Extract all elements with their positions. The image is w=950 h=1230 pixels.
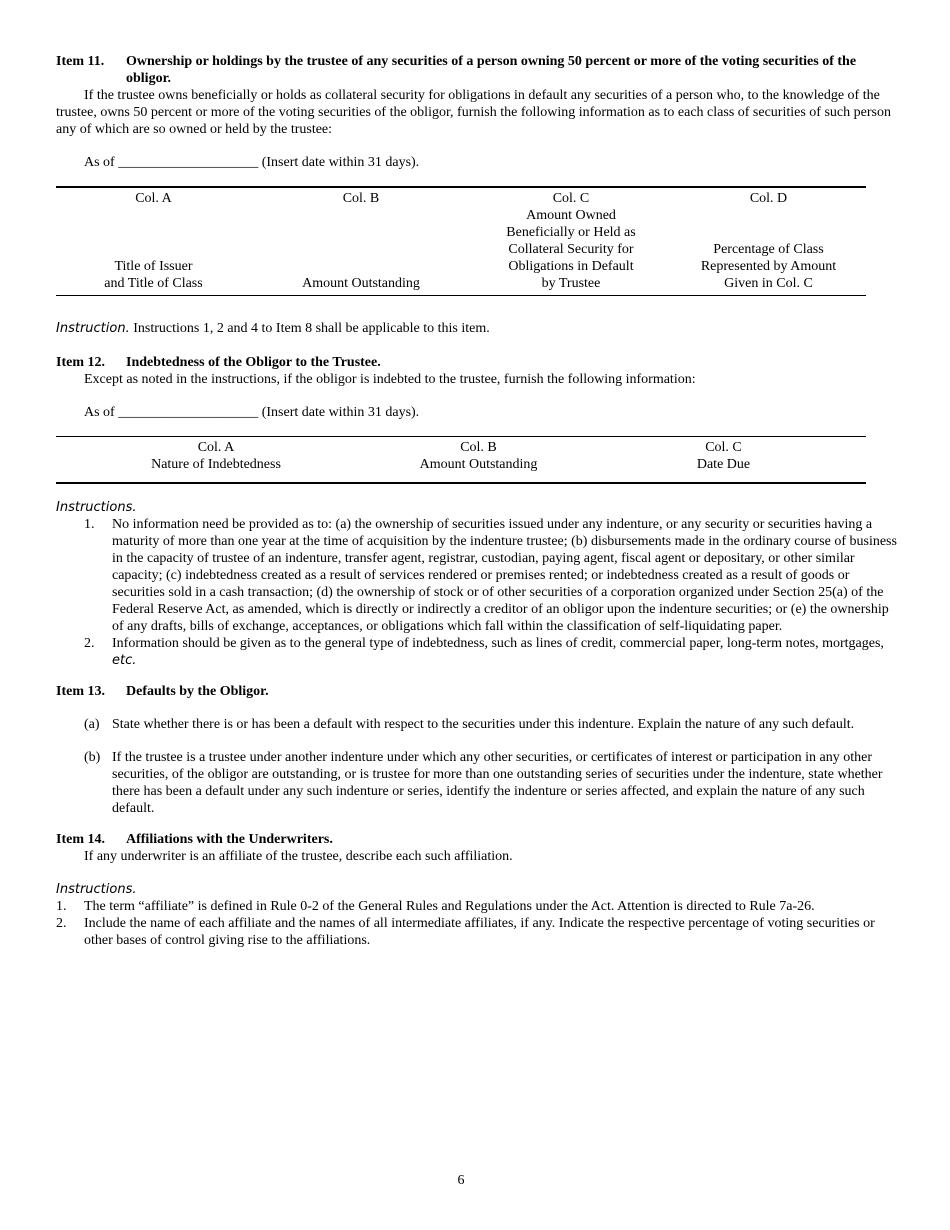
col-heading: Col. C [705, 440, 742, 455]
item-12-heading [56, 354, 901, 371]
item-14-instructions-list [56, 898, 901, 949]
item-13-number: Item 13. [56, 684, 105, 699]
item-12-section [56, 354, 901, 669]
col-label-line: Amount Outstanding [302, 276, 420, 291]
col-label-line: Percentage of Class [713, 242, 824, 257]
list-text: If the trustee is a trustee under another indenture under which any other securities, or certificates of interest or participation in any other securities, of the obligor are outstanding, or is trustee for more than one outstanding series of securities under the indenture, state whether there has been a default under any such indenture or series, identify the indenture or series affected, and explain the nature of any such default. [112, 750, 883, 816]
item-13-title: Defaults by the Obligor. [126, 684, 269, 699]
item-14-number: Item 14. [56, 832, 105, 847]
item-11-text: If the trustee owns beneficially or holds as collateral security for obligations in default any securities of a person who, to the knowledge of the trustee, owns 50 percent or more of the voting securities of the obligor, furnish the following information as to each class of securities of such person any of which are so owned or held by the trustee: [56, 88, 891, 137]
col-label-line: by Trustee [541, 276, 601, 291]
item-11-col-d [671, 187, 866, 296]
item-12-instructions-label: Instructions. [56, 500, 137, 515]
col-label-line: Amount Owned [526, 208, 616, 223]
list-letter: (b) [84, 750, 101, 765]
item-11-as-of: As of ____________________ (Insert date within 31 days). [84, 155, 420, 170]
item-11-col-a [56, 187, 251, 296]
col-heading: Col. C [552, 191, 590, 206]
item-13-heading [56, 683, 901, 700]
list-number: 2. [84, 636, 95, 651]
list-text: The term “affiliate” is defined in Rule 0-2 of the General Rules and Regulations under the Act. Attention is directed to Rule 7a-26. [84, 899, 815, 914]
item-11-col-c [471, 187, 671, 296]
col-label-line: and Title of Class [104, 276, 203, 291]
document-page [56, 53, 901, 949]
item-14-section [56, 831, 901, 949]
list-item [84, 635, 901, 669]
col-heading: Col. A [135, 191, 172, 206]
list-number: 1. [56, 899, 67, 914]
item-12-number: Item 12. [56, 355, 105, 370]
list-item [84, 749, 901, 817]
item-12-instructions-list [56, 516, 901, 669]
item-12-col-a [56, 437, 376, 484]
col-label-line: Beneficially or Held as [506, 225, 636, 240]
etc-text: etc. [112, 653, 137, 668]
col-label-line: Collateral Security for [508, 242, 634, 257]
list-item [56, 898, 901, 915]
item-11-col-b [251, 187, 471, 296]
item-11-title: Ownership or holdings by the trustee of any securities of a person owning 50 percent or more of the voting securities of the obligor. [126, 54, 857, 86]
col-heading: Col. B [342, 191, 380, 206]
instruction-label: Instruction. [56, 321, 130, 336]
item-11-number: Item 11. [56, 54, 105, 69]
item-13-section [56, 683, 901, 817]
list-number: 1. [84, 517, 95, 532]
col-label-line: Represented by Amount [700, 259, 837, 274]
item-11-section [56, 53, 901, 337]
list-text-wrapper [112, 635, 901, 669]
item-12-as-of: As of ____________________ (Insert date within 31 days). [84, 405, 420, 420]
col-label-line: Amount Outstanding [419, 457, 538, 472]
list-item [84, 716, 901, 733]
item-14-heading [56, 831, 901, 848]
item-11-heading [56, 53, 901, 87]
list-letter: (a) [84, 717, 100, 732]
list-item [56, 915, 901, 949]
list-text: No information need be provided as to: (a) the ownership of securities issued under any indenture, or any security or securities having a maturity of more than one year at the time of acquisition by the indenture trustee; (b) disbursements made in the ordinary course of business in the capacity of trustee of an indenture, transfer agent, registrar, custodian, paying agent, fiscal agent or depositary, or other similar capacity; (c) indebtedness created as a result of services rendered or premises rented; or indebtedness created as a result of goods or securities sold in a cash transaction; (d) the ownership of stock or of other securities of a corporation organized under Section 25(a) of the Federal Reserve Act, as amended, which is directly or indirectly a creditor of an obligor upon the indenture securities; or (e) the ownership of any drafts, bills of exchange, acceptances, or obligations which fall within the classification of self-liquidating paper. [112, 517, 897, 634]
col-heading: Col. A [197, 440, 235, 455]
item-12-title: Indebtedness of the Obligor to the Trustee. [126, 355, 381, 370]
list-number: 2. [56, 916, 67, 931]
col-heading: Col. D [749, 191, 788, 206]
item-14-instructions-label: Instructions. [56, 882, 137, 897]
item-14-title: Affiliations with the Underwriters. [126, 832, 333, 847]
item-11-columns-table [56, 186, 866, 296]
page-number: 6 [457, 1173, 465, 1188]
list-text: Information should be given as to the general type of indebtedness, such as lines of credit, commercial paper, long-term notes, mortgages, [112, 636, 884, 651]
item-12-columns-table [56, 436, 866, 484]
item-11-instruction [56, 320, 901, 337]
item-12-col-b [376, 437, 581, 484]
col-heading: Col. B [460, 440, 497, 455]
instruction-text: Instructions 1, 2 and 4 to Item 8 shall be applicable to this item. [129, 321, 490, 336]
item-12-text: Except as noted in the instructions, if the obligor is indebted to the trustee, furnish the following information: [84, 372, 696, 387]
item-12-col-c [581, 437, 866, 484]
list-text: State whether there is or has been a default with respect to the securities under this indenture. Explain the nature of any such default. [112, 717, 855, 732]
col-label-line: Title of Issuer [114, 259, 193, 274]
col-label-line: Given in Col. C [724, 276, 813, 291]
item-13-parts-list [56, 716, 901, 817]
col-label-line: Date Due [696, 457, 751, 472]
list-text: Include the name of each affiliate and the names of all intermediate affiliates, if any. Indicate the respective percentage of voting securities or other bases of control giving rise to the affiliations. [84, 916, 875, 948]
col-label-line: Nature of Indebtedness [151, 457, 281, 472]
item-14-text: If any underwriter is an affiliate of the trustee, describe each such affiliation. [84, 849, 513, 864]
col-label-line: Obligations in Default [508, 259, 634, 274]
list-item [84, 516, 901, 635]
